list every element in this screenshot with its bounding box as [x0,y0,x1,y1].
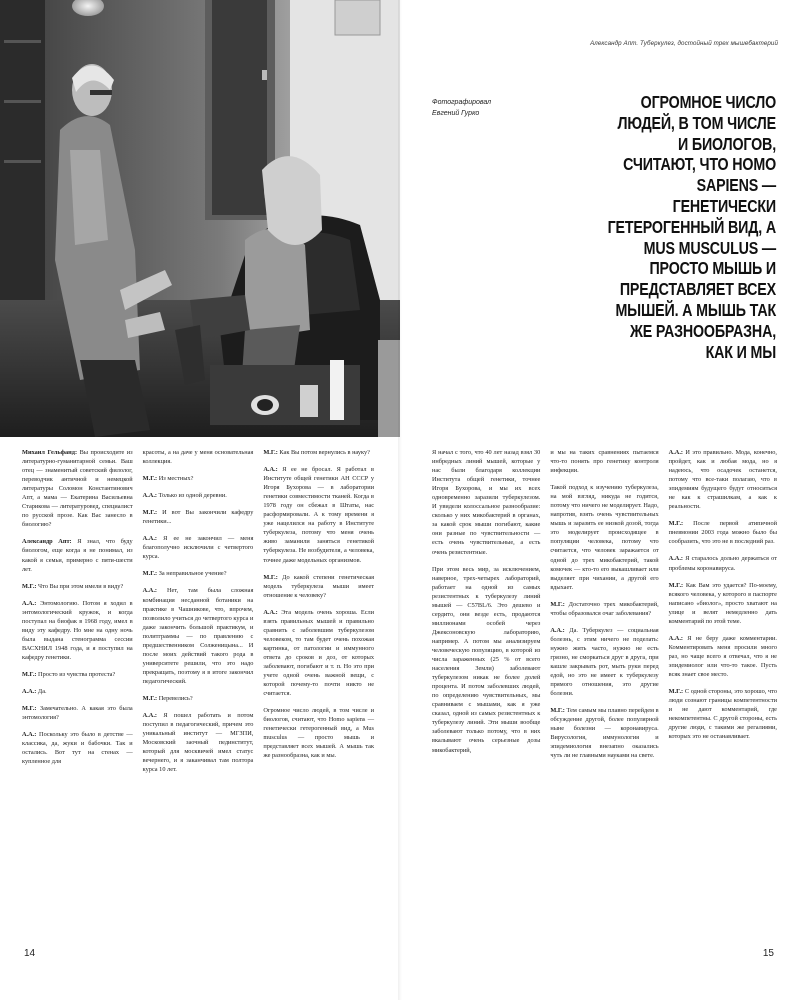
right-column-1 [432,448,540,760]
paragraph: М.Г.: Достаточно трех микобактерий, чтобы образовался очаг заболевания? [550,600,659,617]
paragraph: А.А.: Я ее не закончил — меня благополучно исключили с четвертого курса. [142,535,254,561]
paragraph: Я начал с того, что 40 лет назад взял 30 инбредных линий мышей, которые у нас были благодаря коллекции Института общей генетики, точнее Игоря Бухорова, и мы их всех одновременно заразили туберкулезом. И увидели колоссальное разнообразие: сколько у них микобактерий в органах, за какой срок мыши погибают, какие они разные по чувствительности — есть очень чувствительные, а есть очень резистентные. [432,449,541,556]
paragraph: М.Г.: И вот Вы закончили кафедру генетики... [142,509,254,526]
photo-credit-label: Фотографировал [432,99,492,106]
speaker-label: А.А.: [22,688,37,696]
paragraph: А.А.: И это правильно. Мода, конечно, пройдет, как и любая мода, но я надеюсь, что осадочек останется, потому что все-таки полагаю, что в эпидемиям будущего будут относиться не как к страшилкам, а как к реальности. [668,449,777,511]
speaker-label: М.Г.: [668,520,684,528]
paragraph: красоты, а на даче у меня основательная коллекция. [142,449,254,466]
right-column-2 [550,448,658,760]
speaker-label: М.Г.: [550,707,565,715]
speaker-label: А.А.: [142,712,158,720]
right-column-3 [669,448,777,760]
paragraph: А.А.: Только из одной деревни. [142,492,227,500]
photo-credit [432,97,491,119]
paragraph: При этом весь мир, за исключением, наверное, трех-четырех лабораторий, работает на одной из самых резистентных к туберкулезу линий мышей — C57BL/6. Это дешево и сердито, они везде есть, продаются миллионами особей через Джексоновскую лабораторию, например. А потом мы анализируем человеческую популяцию, в которой из числа зараженных (25 % от всего населения Земли) заболевают туберкулезом никак не более долей процента. И потом заболевших людей, по определению чувствительных, мы сравниваем с мышами, как я уже сказал, одной из самых резистентных к туберкулезу линий. Эти мыши вообще заболевают только потому, что в них вкалывают очень серьезные дозы микобактерий, [432,565,541,754]
speaker-label: М.Г.: [550,600,565,608]
speaker-label: А.А.: [22,731,37,739]
speaker-label: М.Г.: [668,581,684,589]
speaker-label: А.А.: [22,599,37,607]
right-page [400,0,800,1000]
paragraph: А.А.: Да. [22,688,47,696]
left-column-2 [143,448,254,774]
paragraph: А.А.: Эта модель очень хороша. Если взять правильных мышей и правильно сравнить с заболевшим туберкулезом человеком, то там будет очень похожая картинка, от патологии и иммунного ответа до сроков и доз, от которых заболевают, погибают и т. п. Но это при учете одной очень важной вещи, с которой почему-то почти никто не считается. [263,608,375,698]
photo-credit-name: Евгений Гурко [432,110,480,117]
speaker-label: М.Г.: [142,570,158,578]
paragraph: М.Г.: Перевелись? [142,694,193,702]
speaker-label: М.Г.: [142,475,158,483]
paragraph: М.Г.: Просто из чувства протеста? [22,670,116,678]
paragraph: А.А.: Поскольку это было в детстве — классика, да, жуки и бабочки. Так и остались. Вот тут на стенах — купленное для [22,731,133,766]
speaker-label: А.А.: [263,466,278,474]
paragraph: А.А.: Да. Туберкулез — социальная болезнь, с этим ничего не поделать: нужно жить часто, нужно не есть грязно, не сморкаться друг в друга, при кашле закрывать рот, мыть руки перед едой, но это не имеет к туберкулезу прямого отношения, это другие болезни. [550,626,659,698]
speaker-label: М.Г.: [263,573,278,581]
paragraph: М.Г.: За неправильное учение? [142,570,227,578]
right-page-columns [432,448,777,760]
speaker-label: А.А.: [142,492,158,500]
speaker-label: А.А.: [142,587,158,595]
page-number-right: 15 [762,948,774,959]
speaker-label: А.А.: [142,535,158,543]
paragraph: Огромное число людей, в том числе и биологов, считают, что Homo sapiens — генетически гетерогенный вид, а Mus musculus — просто мышь и представляет всех мышей. А мышь так же разнообразна, как и мы. [263,707,375,760]
paragraph: А.А.: Я ее не бросал. Я работал в Институте общей генетики АН СССР у Игоря Бухорова — в лаборатории генетики совместимости тканей. Когда в 1978 году он сбежал в Штаты, нас расформировали. А к тому времени я уже нацелился на работу в Институте туберкулеза, потому что меня очень живо заманили заняться генетикой туберкулеза. Не возбудителя, а человека, точнее даже модельных организмов. [263,466,375,564]
left-column-3 [263,448,374,774]
paragraph: М.Г.: Что Вы при этом имели в виду? [22,582,124,590]
speaker-label: М.Г.: [668,688,684,696]
paragraph: А.А.: Я пошел работать и потом поступил в педагогический, причем это уникальный институт — МГЗПИ, Московский заочный пединститут, который для москвичей имел статус вечернего, и я заканчивал там полтора курса 10 лет. [142,712,254,774]
paragraph: М.Г.: Замечательно. А какая это была энтомология? [22,705,133,722]
speaker-label: А.А.: [550,626,565,634]
speaker-label: М.Г.: [22,670,37,678]
paragraph: А.А.: Я старалось дольно держаться от проблемы коронавируса. [668,555,777,572]
paragraph: М.Г.: После первой атипичной пневмонии 2003 года можно было бы сообразить, что это не в последний раз. [668,520,777,546]
paragraph: М.Г.: Как Вам это удается? По-моему, всякого человека, у которого в паспорте написано «биолог», просто хватают на улице и велят немедленно дать комментарий по этой теме. [668,581,777,625]
paragraph: А.А.: Энтомологию. Потом я ходил в энтомологический кружок, и когда поступал на биофак в 1968 году, имел в виду эту кафедру. Но мне на одну ночь была выдана стенограмма сессии ВАСХНИЛ 1948 года, и я поступил на кафедру генетики. [22,599,133,661]
speaker-label: М.Г.: [22,705,37,713]
paragraph: М.Г.: С одной стороны, это хорошо, что люди сознают границы компетентности и не дают комментарий, где некомпетентны. С другой стороны, есть другие люди, с такими же регалиями, которых это не останавливает. [668,688,777,741]
paragraph: М.Г.: До какой степени генетическая модель туберкулеза мыши имеет отношение к человеку? [263,573,375,599]
speaker-label: М.Г.: [22,582,37,590]
speaker-label: А.А.: [668,449,683,456]
pull-quote: ОГРОМНОЕ ЧИСЛО ЛЮДЕЙ, В ТОМ ЧИСЛЕ И БИОЛОГОВ, СЧИТАЮТ, ЧТО HOMO SAPIENS — ГЕНЕТИЧЕСКИ ГЕТЕРОГЕННЫЙ ВИД, А MUS MUSCULUS — ПРОСТО МЫШЬ И ПРЕДСТАВЛЯЕТ ВСЕХ МЫШЕЙ. А МЫШЬ ТАК ЖЕ РАЗНООБРАЗНА, КАК И МЫ [607,92,776,362]
speaker-label: М.Г.: [142,694,158,702]
running-header: Александр Апт. Туберкулез, достойный трех мышебактерий [590,40,778,47]
paragraph: Такой подход к изучению туберкулеза, на мой взгляд, никуда не годится, потому что ничего не моделирует. Надо, напротив, взять очень чувствительных мышь и заразить ее низкой дозой, тогда это моделирует происходящее в популяции человека, потому что считается, что человек заражается от одной до трех микобактерий, такой комочек — кто-то его выкашливает или выделяет при чихании, а другой его вдыхает. [550,484,659,591]
paragraph: М.Г.: Тем самым мы плавно перейдем в обсуждение другой, более популярной ныне болезни — коронавируса. Вирусология, иммунология и эпидемиология внезапно оказались чуть ли не главными науками на свете. [550,707,659,760]
speaker-label: М.Г.: [263,449,278,456]
speaker-label: Михаил Гельфанд: [22,449,78,456]
paragraph: А.А.: Я не беру даже комментарии. Комментировать меня просили много раз, но чаще всего я отвечал, что я не эпидемиолог или что-то такое. Пусть всяк знает свое место. [668,634,777,678]
left-page-columns [22,448,374,774]
paragraph: М.Г.: Из местных? [142,475,194,483]
speaker-label: А.А.: [263,608,278,616]
paragraph: М.Г.: Как Вы потом вернулись в науку? [263,449,370,456]
speaker-label: А.А.: [668,555,683,563]
page-number-left: 14 [24,948,36,959]
paragraph: Михаил Гельфанд: Вы происходите из литературно-гуманитарной семьи. Ваш отец — знаменитый советский филолог, переводчик античной и немецкой литературы Соломон Константинович Апт, а мама — Екатерина Васильевна Старикова — литературовед, специалист по русской прозе. Как Вас занесло в биологию? [22,449,133,529]
paragraph: А.А.: Нет, там была сложная комбинация несданной ботаники на практике в Чашникове, что, впрочем, позволило учиться до четвертого курса и даже закончить большой практикум, и политграммы — по правлению с предшественником Солженицына... И после моих действий такого рода в университете решили, что это надо прекращать, поэтому я в итоге закончил педагогический. [142,587,254,685]
speaker-label: М.Г.: [142,509,158,517]
speaker-label: Александр Апт: [22,538,72,546]
paragraph: Александр Апт: Я знал, что буду биологом, еще когда я не понимал, из какой я семьи, примерно с пяти-шести лет. [22,538,133,573]
left-column-1 [22,448,133,774]
speaker-label: А.А.: [668,634,683,642]
photo-frame [0,0,400,437]
paragraph: и мы на таких сравнениях пытаемся что-то понять про генетику контроля инфекции. [550,449,659,475]
